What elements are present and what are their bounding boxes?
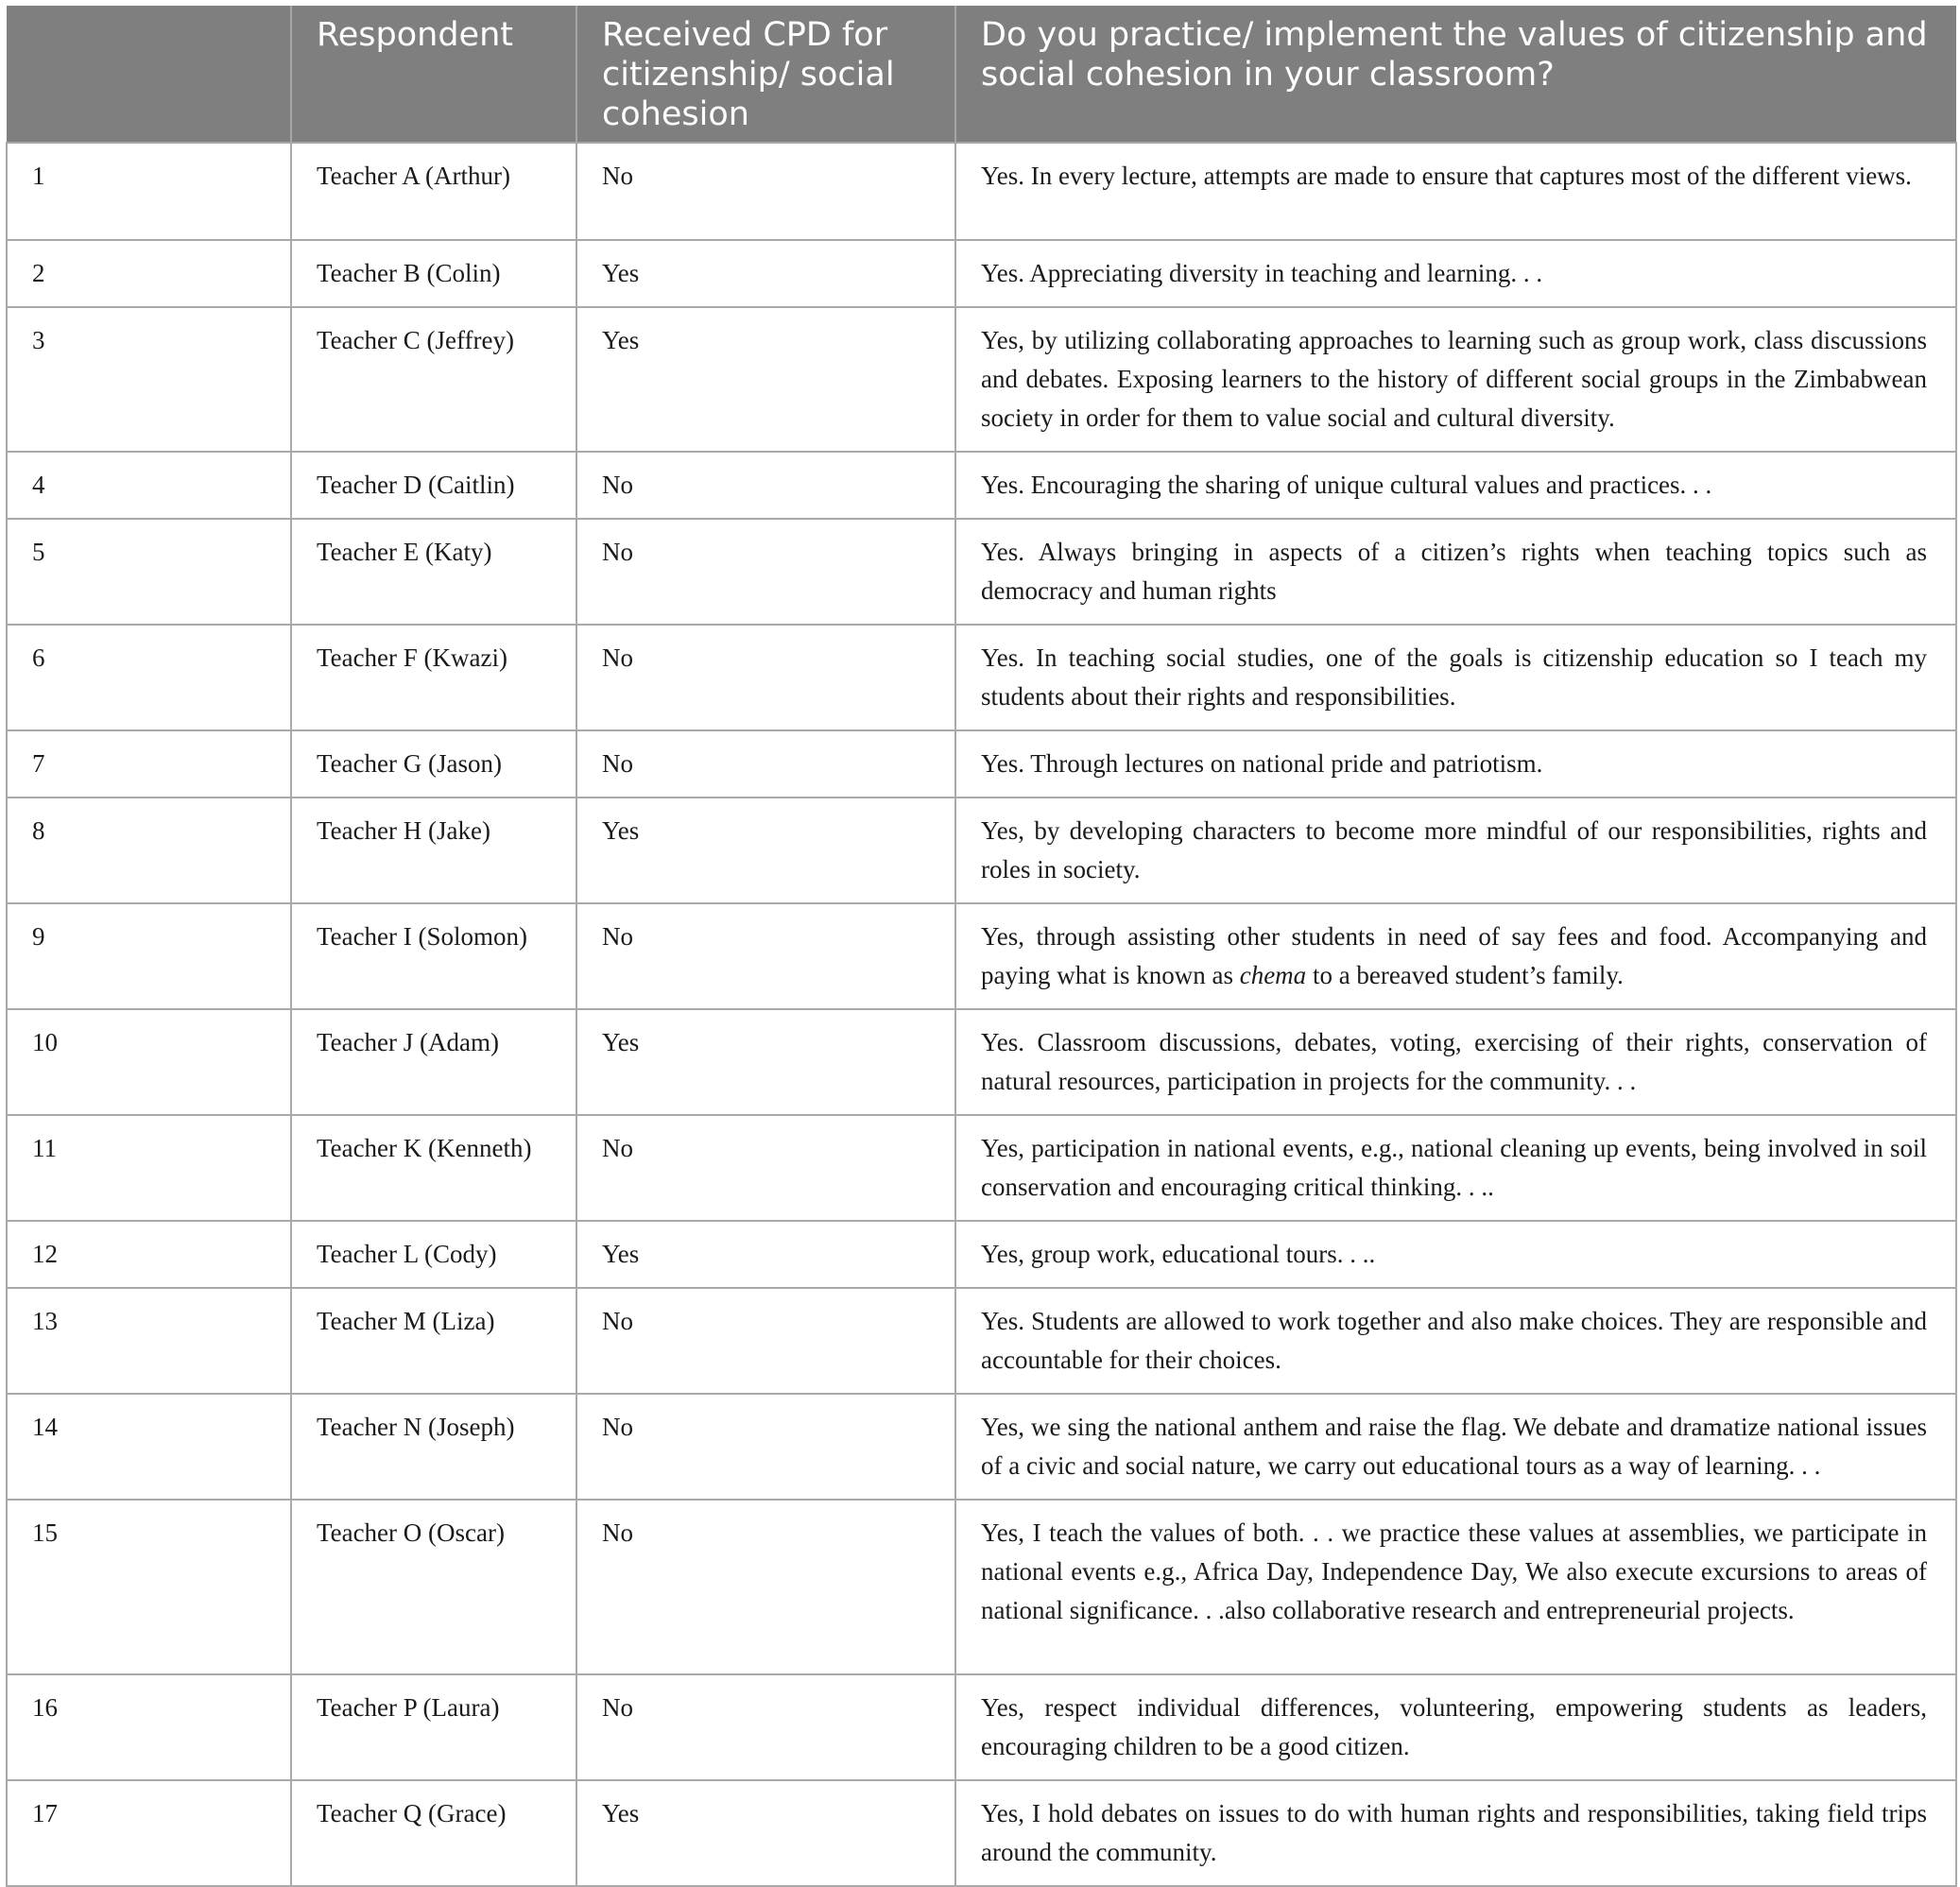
cell-number: 8 bbox=[7, 798, 291, 903]
cell-number: 13 bbox=[7, 1288, 291, 1394]
cell-number: 4 bbox=[7, 452, 291, 519]
table-row bbox=[7, 1394, 1956, 1500]
cell-number: 11 bbox=[7, 1115, 291, 1221]
header-cpd: Received CPD for citizenship/ social cohesion bbox=[576, 6, 955, 143]
table-row bbox=[7, 798, 1956, 903]
cell-answer: Yes, I hold debates on issues to do with human rights and responsibilities, taking field trips around the community. bbox=[955, 1780, 1956, 1886]
table-row bbox=[7, 625, 1956, 730]
cell-answer bbox=[955, 903, 1956, 1009]
cell-number: 14 bbox=[7, 1394, 291, 1500]
cell-answer: Yes. In teaching social studies, one of the goals is citizenship education so I teach my students about their rights and responsibilities. bbox=[955, 625, 1956, 730]
cell-answer: Yes. Classroom discussions, debates, voting, exercising of their rights, conservation of natural resources, participation in projects for the community. . . bbox=[955, 1009, 1956, 1115]
cell-respondent: Teacher G (Jason) bbox=[291, 730, 576, 798]
cell-answer: Yes. Always bringing in aspects of a citizen’s rights when teaching topics such as democracy and human rights bbox=[955, 519, 1956, 625]
table-row bbox=[7, 1288, 1956, 1394]
cell-answer: Yes, I teach the values of both. . . we practice these values at assemblies, we participate in national events e.g., Africa Day, Independence Day, We also execute excursions to areas of national significance. . .also collaborative research and entrepreneurial projects. bbox=[955, 1500, 1956, 1674]
cell-number: 7 bbox=[7, 730, 291, 798]
table-row bbox=[7, 519, 1956, 625]
cell-respondent: Teacher I (Solomon) bbox=[291, 903, 576, 1009]
table-row bbox=[7, 143, 1956, 240]
table-row bbox=[7, 730, 1956, 798]
cell-number: 16 bbox=[7, 1674, 291, 1780]
cell-cpd: No bbox=[576, 1394, 955, 1500]
cell-number: 9 bbox=[7, 903, 291, 1009]
cell-respondent: Teacher F (Kwazi) bbox=[291, 625, 576, 730]
cell-respondent: Teacher N (Joseph) bbox=[291, 1394, 576, 1500]
header-number bbox=[7, 6, 291, 143]
table-row bbox=[7, 452, 1956, 519]
cell-respondent: Teacher P (Laura) bbox=[291, 1674, 576, 1780]
cell-answer: Yes, group work, educational tours. . .. bbox=[955, 1221, 1956, 1288]
cell-respondent: Teacher D (Caitlin) bbox=[291, 452, 576, 519]
table-row bbox=[7, 903, 1956, 1009]
cell-answer: Yes, participation in national events, e.g., national cleaning up events, being involved in soil conservation and encouraging critical thinking. . .. bbox=[955, 1115, 1956, 1221]
cell-cpd: Yes bbox=[576, 1221, 955, 1288]
cell-number: 6 bbox=[7, 625, 291, 730]
cell-respondent: Teacher B (Colin) bbox=[291, 240, 576, 307]
cell-cpd: No bbox=[576, 1674, 955, 1780]
cell-respondent: Teacher J (Adam) bbox=[291, 1009, 576, 1115]
cell-answer: Yes. In every lecture, attempts are made to ensure that captures most of the different views. bbox=[955, 143, 1956, 240]
table-row bbox=[7, 1009, 1956, 1115]
header-respondent: Respondent bbox=[291, 6, 576, 143]
cell-cpd: No bbox=[576, 625, 955, 730]
cell-cpd: No bbox=[576, 1288, 955, 1394]
cell-respondent: Teacher E (Katy) bbox=[291, 519, 576, 625]
cell-number: 17 bbox=[7, 1780, 291, 1886]
cell-cpd: Yes bbox=[576, 798, 955, 903]
cell-respondent: Teacher A (Arthur) bbox=[291, 143, 576, 240]
table-row bbox=[7, 307, 1956, 452]
header-row bbox=[7, 6, 1956, 143]
cell-number: 3 bbox=[7, 307, 291, 452]
table-row bbox=[7, 1674, 1956, 1780]
cell-cpd: Yes bbox=[576, 240, 955, 307]
cell-cpd: Yes bbox=[576, 1780, 955, 1886]
cell-answer: Yes. Appreciating diversity in teaching and learning. . . bbox=[955, 240, 1956, 307]
cell-answer: Yes, respect individual differences, volunteering, empowering students as leaders, encouraging children to be a good citizen. bbox=[955, 1674, 1956, 1780]
cell-respondent: Teacher M (Liza) bbox=[291, 1288, 576, 1394]
cell-cpd: No bbox=[576, 903, 955, 1009]
cell-answer: Yes, by utilizing collaborating approaches to learning such as group work, class discussions and debates. Exposing learners to the history of different social groups in the Zimbabwean society in order for them to value social and cultural diversity. bbox=[955, 307, 1956, 452]
cell-respondent: Teacher C (Jeffrey) bbox=[291, 307, 576, 452]
cell-number: 15 bbox=[7, 1500, 291, 1674]
table-row bbox=[7, 1115, 1956, 1221]
cell-answer: Yes. Students are allowed to work together and also make choices. They are responsible and accountable for their choices. bbox=[955, 1288, 1956, 1394]
cell-answer: Yes. Through lectures on national pride and patriotism. bbox=[955, 730, 1956, 798]
answer-term-italic: chema bbox=[1239, 961, 1307, 989]
cell-respondent: Teacher L (Cody) bbox=[291, 1221, 576, 1288]
table-row bbox=[7, 1780, 1956, 1886]
cell-respondent: Teacher H (Jake) bbox=[291, 798, 576, 903]
cell-number: 1 bbox=[7, 143, 291, 240]
cell-cpd: No bbox=[576, 1500, 955, 1674]
table-body bbox=[7, 143, 1956, 1886]
cell-number: 12 bbox=[7, 1221, 291, 1288]
answer-text-before: Yes, through assisting other students in need of say fees and food. Accompanying and paying what is known as bbox=[981, 922, 1927, 989]
table-row bbox=[7, 240, 1956, 307]
cell-cpd: Yes bbox=[576, 1009, 955, 1115]
cell-cpd: No bbox=[576, 519, 955, 625]
table-header bbox=[7, 6, 1956, 143]
cell-cpd: No bbox=[576, 452, 955, 519]
cell-cpd: No bbox=[576, 1115, 955, 1221]
cell-cpd: No bbox=[576, 730, 955, 798]
cell-cpd: No bbox=[576, 143, 955, 240]
answer-text-after: to a bereaved student’s family. bbox=[1306, 961, 1624, 989]
cell-cpd: Yes bbox=[576, 307, 955, 452]
table-row bbox=[7, 1221, 1956, 1288]
cell-answer: Yes, we sing the national anthem and raise the flag. We debate and dramatize national issues of a civic and social nature, we carry out educational tours as a way of learning. . . bbox=[955, 1394, 1956, 1500]
survey-table bbox=[6, 6, 1957, 1887]
cell-number: 10 bbox=[7, 1009, 291, 1115]
table-row bbox=[7, 1500, 1956, 1674]
cell-number: 5 bbox=[7, 519, 291, 625]
cell-answer: Yes. Encouraging the sharing of unique cultural values and practices. . . bbox=[955, 452, 1956, 519]
cell-answer: Yes, by developing characters to become more mindful of our responsibilities, rights and roles in society. bbox=[955, 798, 1956, 903]
cell-respondent: Teacher O (Oscar) bbox=[291, 1500, 576, 1674]
cell-respondent: Teacher K (Kenneth) bbox=[291, 1115, 576, 1221]
cell-respondent: Teacher Q (Grace) bbox=[291, 1780, 576, 1886]
header-answer: Do you practice/ implement the values of citizenship and social cohesion in your classroom? bbox=[955, 6, 1956, 143]
cell-number: 2 bbox=[7, 240, 291, 307]
